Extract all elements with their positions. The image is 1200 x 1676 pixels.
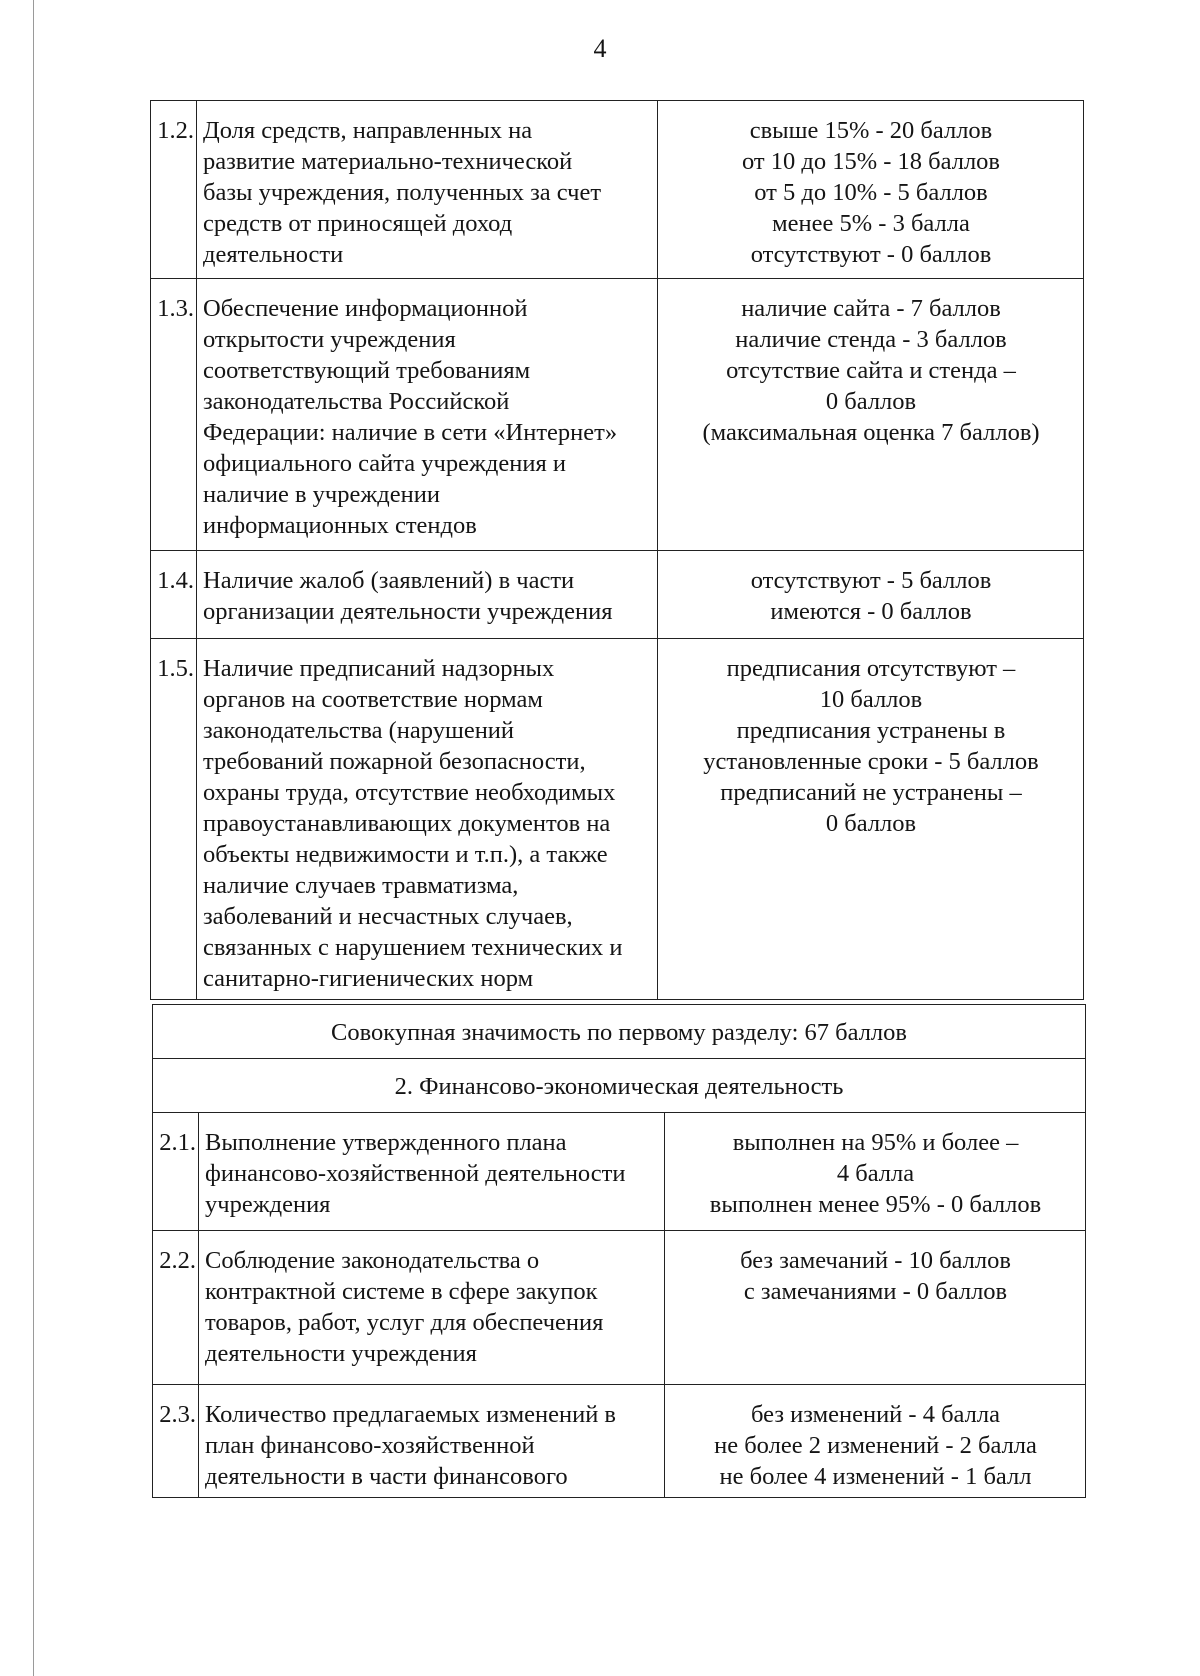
criterion-line: Соблюдение законодательства о xyxy=(205,1247,540,1274)
section-1-rows xyxy=(151,101,1084,1000)
score-line: 4 балла xyxy=(836,1160,915,1187)
row-number: 2.2. xyxy=(153,1231,199,1385)
section-2-heading: 2. Финансово-экономическая деятельность xyxy=(153,1059,1086,1113)
criterion-line: деятельности в части финансового xyxy=(205,1463,568,1490)
score-line: 0 баллов xyxy=(825,810,917,837)
criterion-cell xyxy=(197,639,658,1000)
score-line: отсутствие сайта и стенда – xyxy=(726,357,1016,384)
score-line: отсутствуют - 0 баллов xyxy=(750,241,992,268)
criteria-table-section-2 xyxy=(152,1004,1086,1498)
score-line: без замечаний - 10 баллов xyxy=(740,1247,1011,1274)
criterion-line: базы учреждения, полученных за счет xyxy=(203,179,602,206)
table-row xyxy=(153,1113,1086,1231)
score-line: имеются - 0 баллов xyxy=(770,598,972,625)
section-1-total: Совокупная значимость по первому разделу: 67 баллов xyxy=(153,1005,1086,1059)
criterion-line: Федерации: наличие в сети «Интернет» xyxy=(203,419,618,446)
criterion-line: учреждения xyxy=(205,1191,331,1218)
criterion-cell xyxy=(199,1231,665,1385)
criteria-table-section-1 xyxy=(150,100,1084,1000)
table-row xyxy=(153,1385,1086,1498)
criterion-line: Наличие предписаний надзорных xyxy=(203,655,555,682)
score-line: менее 5% - 3 балла xyxy=(772,210,970,237)
score-line: выполнен на 95% и более – xyxy=(732,1129,1019,1156)
criterion-line: открытости учреждения xyxy=(203,326,456,353)
criterion-line: заболеваний и несчастных случаев, xyxy=(203,903,573,930)
criterion-line: наличие в учреждении xyxy=(203,481,440,508)
criterion-line: средств от приносящей доход xyxy=(203,210,513,237)
table-row xyxy=(153,1231,1086,1385)
criterion-line: контрактной системе в сфере закупок xyxy=(205,1278,598,1305)
score-cell xyxy=(665,1231,1086,1385)
score-line: с замечаниями - 0 баллов xyxy=(743,1278,1008,1305)
score-line: свыше 15% - 20 баллов xyxy=(749,117,993,144)
score-line: от 10 до 15% - 18 баллов xyxy=(742,148,1000,175)
section-1-total-row xyxy=(153,1005,1086,1059)
criterion-line: требований пожарной безопасности, xyxy=(203,748,586,775)
criterion-line: информационных стендов xyxy=(203,512,477,539)
score-line: без изменений - 4 балла xyxy=(751,1401,1000,1428)
row-number: 1.4. xyxy=(151,551,197,639)
criterion-line: наличие случаев травматизма, xyxy=(203,872,519,899)
section-2-heading-row xyxy=(153,1059,1086,1113)
criterion-line: органов на соответствие нормам xyxy=(203,686,543,713)
row-number: 1.5. xyxy=(151,639,197,1000)
score-cell xyxy=(658,639,1084,1000)
table-row xyxy=(151,279,1084,551)
criterion-line: соответствующий требованиям xyxy=(203,357,531,384)
score-line: отсутствуют - 5 баллов xyxy=(750,567,992,594)
criterion-line: Количество предлагаемых изменений в xyxy=(205,1401,616,1428)
score-line: (максимальная оценка 7 баллов) xyxy=(702,419,1040,446)
score-cell xyxy=(658,279,1084,551)
criterion-line: организации деятельности учреждения xyxy=(203,598,613,625)
score-line: предписания отсутствуют – xyxy=(726,655,1016,682)
criterion-line: деятельности xyxy=(203,241,344,268)
page-edge-line xyxy=(33,0,34,1676)
score-line: от 5 до 10% - 5 баллов xyxy=(754,179,988,206)
criterion-cell xyxy=(197,551,658,639)
criterion-cell xyxy=(199,1385,665,1498)
criterion-line: деятельности учреждения xyxy=(205,1340,477,1367)
score-line: предписаний не устранены – xyxy=(720,779,1022,806)
criterion-line: план финансово-хозяйственной xyxy=(205,1432,535,1459)
score-line: 0 баллов xyxy=(825,388,917,415)
score-line: предписания устранены в xyxy=(736,717,1006,744)
row-number: 2.3. xyxy=(153,1385,199,1498)
score-cell xyxy=(658,551,1084,639)
score-line: наличие сайта - 7 баллов xyxy=(741,295,1001,322)
score-line: установленные сроки - 5 баллов xyxy=(703,748,1039,775)
page-number: 4 xyxy=(593,34,607,63)
criterion-line: Доля средств, направленных на xyxy=(203,117,533,144)
score-line: не более 2 изменений - 2 балла xyxy=(714,1432,1037,1459)
table-row xyxy=(151,551,1084,639)
score-line: наличие стенда - 3 баллов xyxy=(735,326,1007,353)
score-line: не более 4 изменений - 1 балл xyxy=(719,1463,1032,1490)
table-row xyxy=(151,639,1084,1000)
criterion-cell xyxy=(197,279,658,551)
criterion-line: финансово-хозяйственной деятельности xyxy=(205,1160,626,1187)
row-number: 1.3. xyxy=(151,279,197,551)
criterion-line: связанных с нарушением технических и xyxy=(203,934,623,961)
criterion-cell xyxy=(197,101,658,279)
section-2-rows xyxy=(153,1113,1086,1498)
criterion-line: правоустанавливающих документов на xyxy=(203,810,611,837)
criterion-line: товаров, работ, услуг для обеспечения xyxy=(205,1309,604,1336)
criterion-line: санитарно-гигиенических норм xyxy=(203,965,534,992)
score-cell xyxy=(658,101,1084,279)
criterion-line: Обеспечение информационной xyxy=(203,295,528,322)
criterion-line: законодательства (нарушений xyxy=(203,717,515,744)
criterion-cell xyxy=(199,1113,665,1231)
row-number: 1.2. xyxy=(151,101,197,279)
criterion-line: законодательства Российской xyxy=(203,388,510,415)
criterion-line: официального сайта учреждения и xyxy=(203,450,566,477)
criterion-line: Наличие жалоб (заявлений) в части xyxy=(203,567,575,594)
criterion-line: объекты недвижимости и т.п.), а также xyxy=(203,841,608,868)
score-cell xyxy=(665,1113,1086,1231)
score-cell xyxy=(665,1385,1086,1498)
score-line: выполнен менее 95% - 0 баллов xyxy=(709,1191,1042,1218)
score-line: 10 баллов xyxy=(819,686,923,713)
table-row xyxy=(151,101,1084,279)
criterion-line: охраны труда, отсутствие необходимых xyxy=(203,779,616,806)
row-number: 2.1. xyxy=(153,1113,199,1231)
criterion-line: развитие материально-технической xyxy=(203,148,573,175)
criterion-line: Выполнение утвержденного плана xyxy=(205,1129,567,1156)
